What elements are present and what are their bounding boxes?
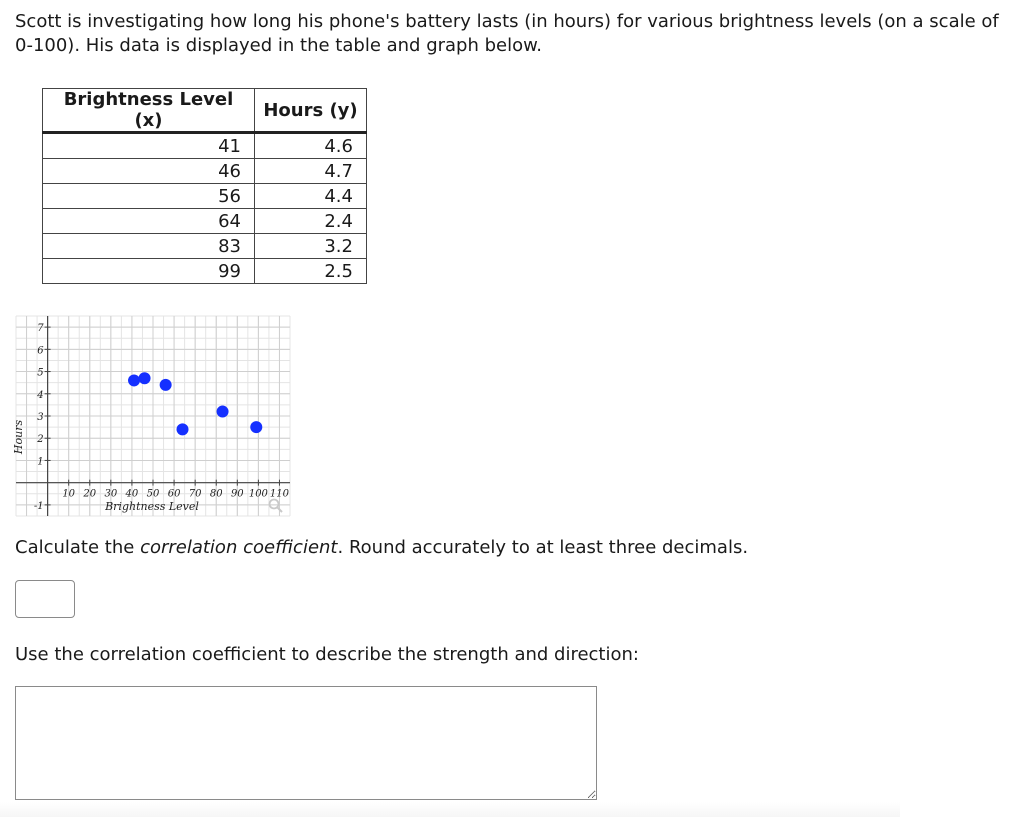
table-row xyxy=(43,259,367,284)
question-text-before: Calculate the xyxy=(15,537,141,558)
correlation-input[interactable] xyxy=(15,580,75,618)
header-hours: Hours (y) xyxy=(255,89,367,133)
x-tick-label: 50 xyxy=(146,488,160,500)
question-emphasis: correlation coefficient xyxy=(140,537,338,558)
scatter-plot[interactable] xyxy=(0,300,300,525)
question-strength-direction: Use the correlation coefficient to describe the strength and direction: xyxy=(15,644,639,665)
y-tick-label: 5 xyxy=(37,367,44,379)
page-bottom-fade xyxy=(0,802,900,817)
cell-x: 56 xyxy=(43,184,255,209)
cell-y: 4.7 xyxy=(255,159,367,184)
x-tick-label: 90 xyxy=(230,488,244,500)
x-tick-label: 60 xyxy=(167,488,181,500)
cell-x: 83 xyxy=(43,234,255,259)
table-row xyxy=(43,184,367,209)
data-point xyxy=(177,423,189,435)
data-point xyxy=(139,372,151,384)
cell-x: 46 xyxy=(43,159,255,184)
x-axis-label: Brightness Level xyxy=(105,500,199,513)
table-row xyxy=(43,209,367,234)
tick-labels xyxy=(34,323,290,512)
data-point xyxy=(128,374,140,386)
description-textarea[interactable] xyxy=(15,686,597,800)
x-tick-label: 70 xyxy=(188,488,202,500)
cell-y: 4.6 xyxy=(255,133,367,159)
x-tick-label: 20 xyxy=(83,488,97,500)
x-tick-label: 100 xyxy=(248,488,268,500)
grid xyxy=(16,316,290,516)
x-tick-label: 30 xyxy=(104,488,118,500)
data-point xyxy=(250,421,262,433)
header-brightness: Brightness Level (x) xyxy=(43,89,255,133)
y-tick-label: 7 xyxy=(37,323,44,335)
data-point xyxy=(160,379,172,391)
cell-x: 64 xyxy=(43,209,255,234)
data-table xyxy=(42,88,367,284)
x-tick-label: 110 xyxy=(269,488,290,500)
table-row xyxy=(43,159,367,184)
y-tick-label: 6 xyxy=(37,345,44,357)
question-correlation xyxy=(15,537,748,558)
y-axis-label: Hours xyxy=(12,419,25,455)
y-tick-label: 2 xyxy=(37,434,44,446)
cell-y: 4.4 xyxy=(255,184,367,209)
cell-y: 2.4 xyxy=(255,209,367,234)
x-tick-label: 10 xyxy=(62,488,76,500)
table-row xyxy=(43,133,367,159)
x-tick-label: 40 xyxy=(125,488,139,500)
question-text-after: . Round accurately to at least three decimals. xyxy=(337,537,749,558)
cell-x: 41 xyxy=(43,133,255,159)
y-tick-label: 3 xyxy=(37,412,44,423)
cell-y: 2.5 xyxy=(255,259,367,284)
cell-y: 3.2 xyxy=(255,234,367,259)
data-point xyxy=(217,406,229,418)
x-tick-label: 80 xyxy=(209,488,223,500)
cell-x: 99 xyxy=(43,259,255,284)
problem-intro: Scott is investigating how long his phone's battery lasts (in hours) for various brightness levels (on a scale of 0-100). His data is displayed in the table and graph below. xyxy=(15,11,999,56)
y-tick-label: 1 xyxy=(37,456,44,468)
table-row xyxy=(43,234,367,259)
magnifier-icon[interactable] xyxy=(270,500,283,513)
y-tick-label: -1 xyxy=(33,500,44,512)
y-tick-label: 4 xyxy=(37,389,44,401)
